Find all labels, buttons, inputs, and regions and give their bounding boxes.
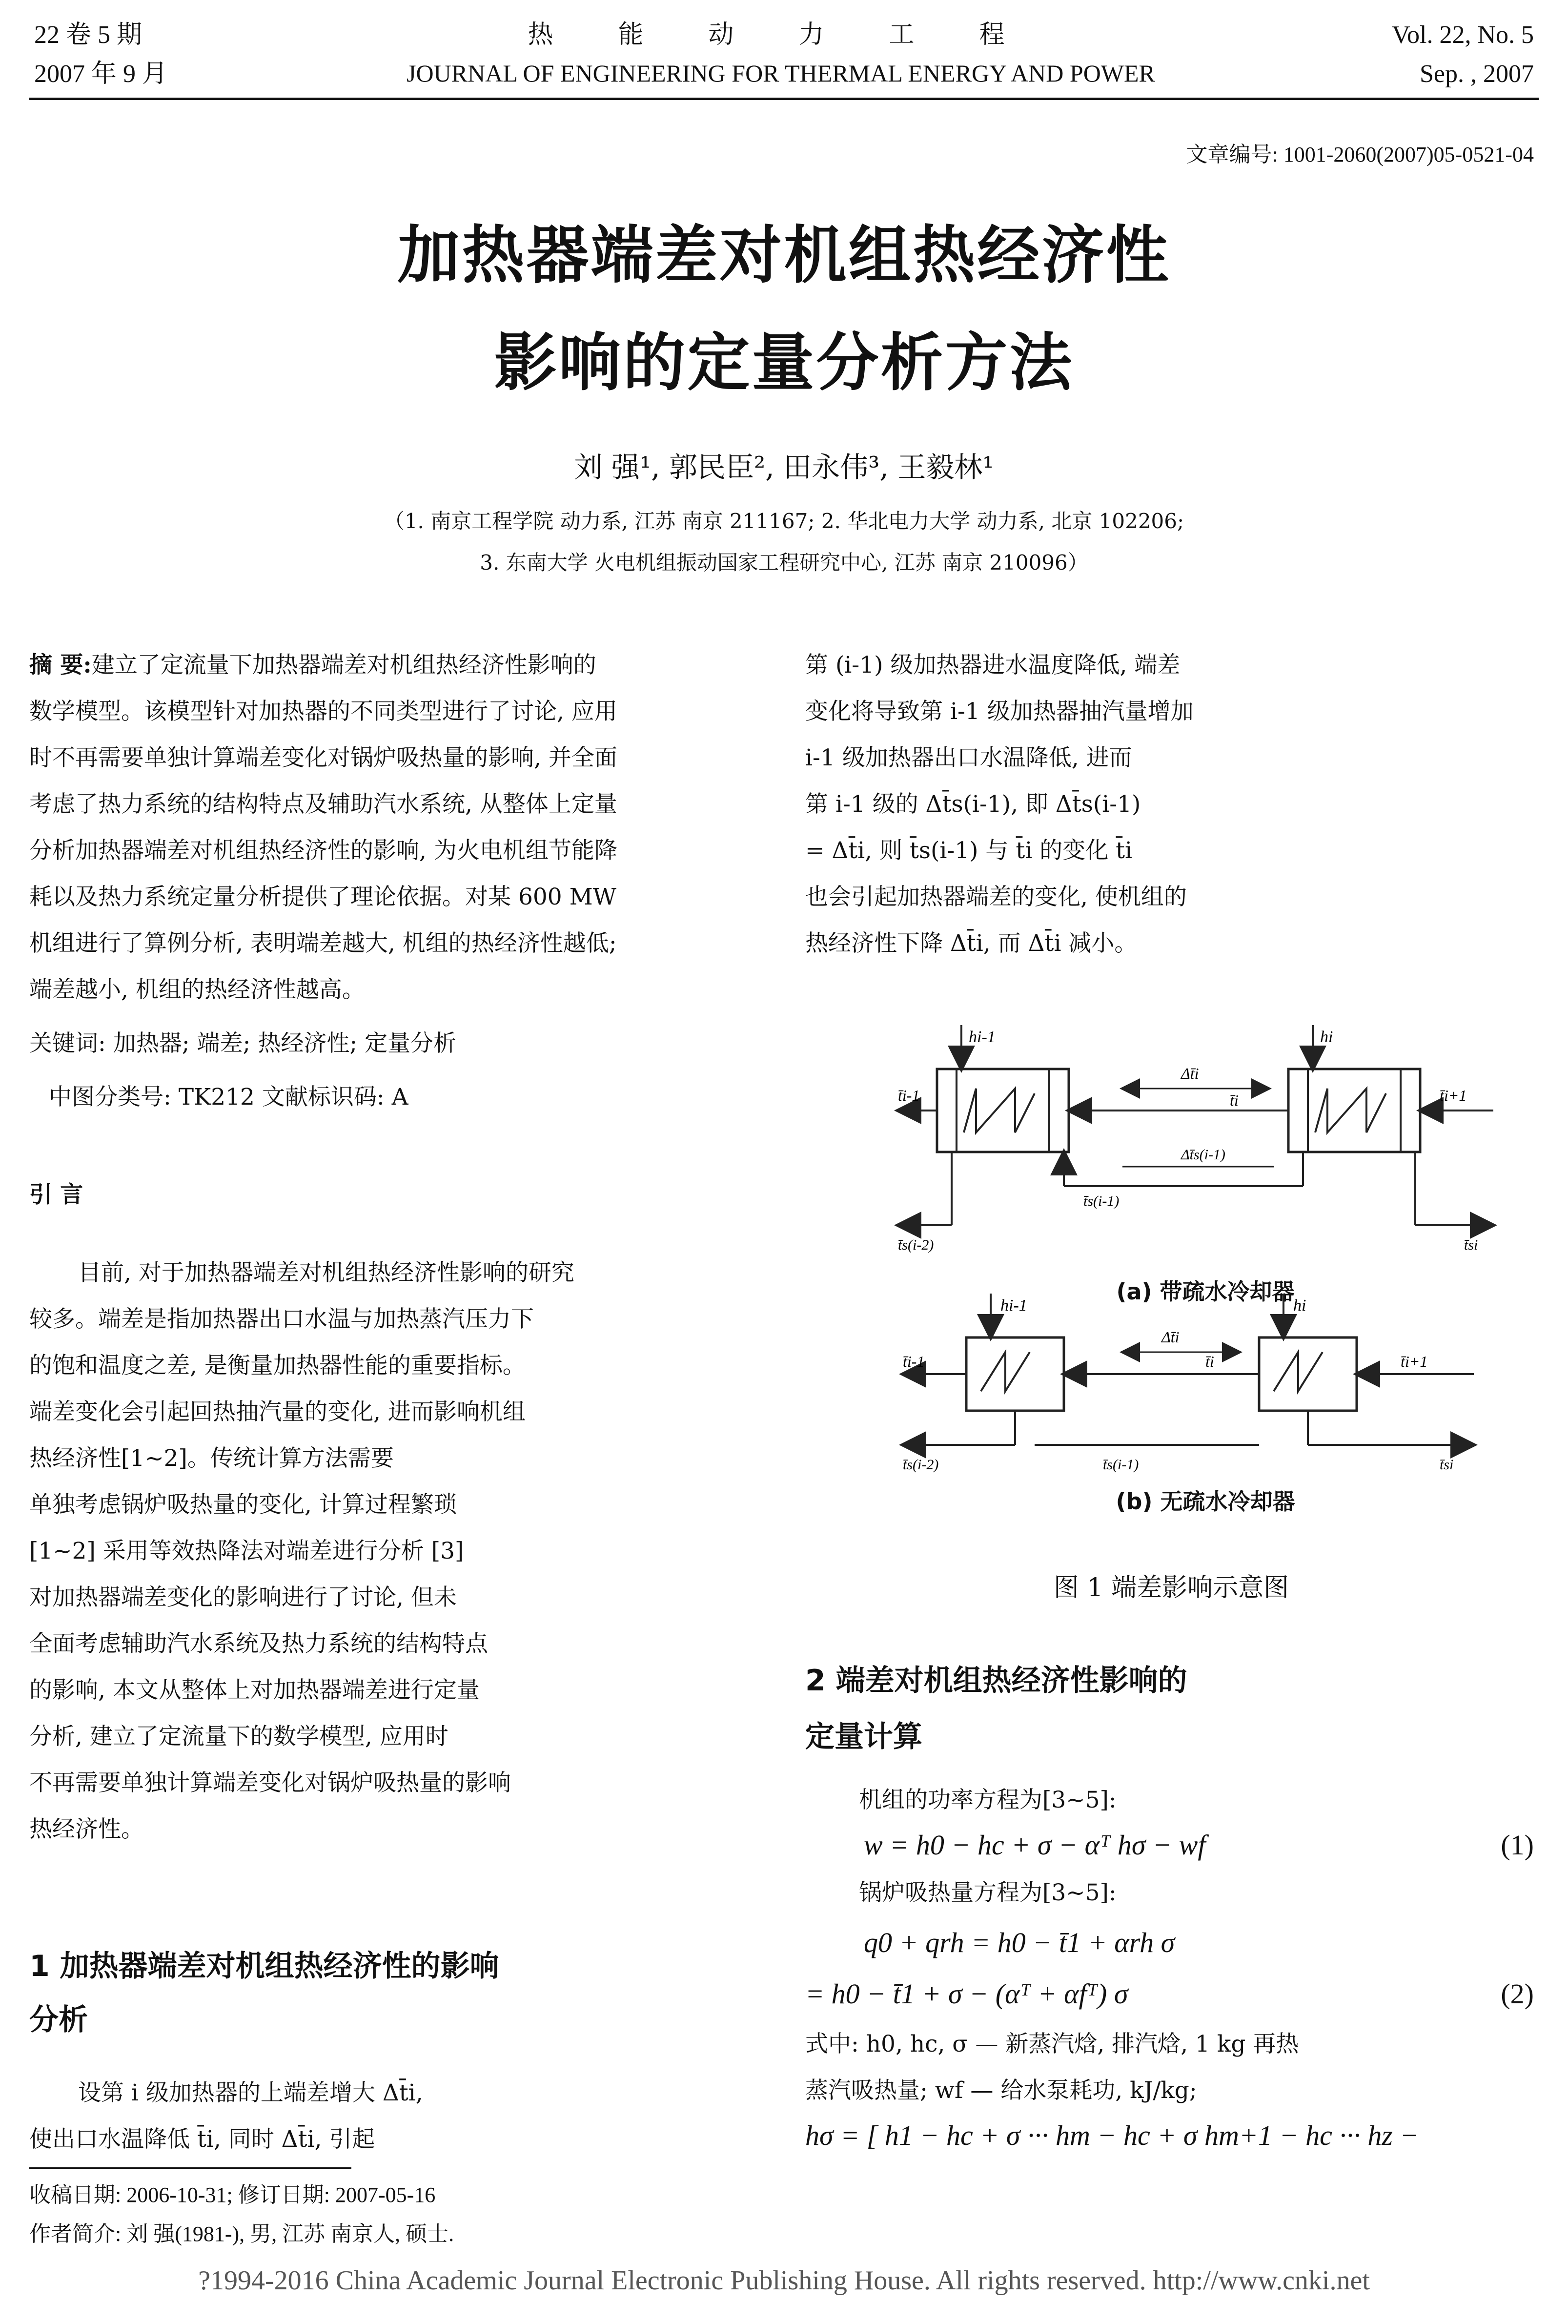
right-col-text xyxy=(805,642,1537,967)
keywords: 关键词: 加热器; 端差; 热经济性; 定量分析 xyxy=(29,1030,457,1057)
label-tsi-b: t̄si xyxy=(1440,1457,1454,1473)
var-line: 蒸汽吸热量; wf — 给水泵耗功, kJ/kg; xyxy=(805,2077,1197,2104)
intro-line: [1~2] 采用等效热降法对端差进行分析 [3] xyxy=(29,1538,464,1564)
equation-2-number: (2) xyxy=(1501,1978,1534,2010)
intro-text xyxy=(29,1250,742,1852)
var-line: 式中: h0, hc, σ — 新蒸汽焓, 排汽焓, 1 kg 再热 xyxy=(805,2031,1299,2057)
journal-name-cn: 热 能 动 力 工 程 xyxy=(528,21,1034,49)
var-line: hσ = [ h1 − hc + σ ··· hm − hc + σ hm+1 − hc ··· hz − xyxy=(805,2119,1419,2151)
section1-heading: 1 加热器端差对机组热经济性的影响 xyxy=(29,1949,499,1983)
journal-issue-cn: 22 卷 5 期 xyxy=(34,21,143,49)
equation-2-line2: = h0 − t̄1 + σ − (αᵀ + αfᵀ) σ xyxy=(805,1978,1128,2010)
intro-line: 的影响, 本文从整体上对加热器端差进行定量 xyxy=(29,1677,480,1704)
right-line: i-1 级加热器出口水温降低, 进而 xyxy=(805,744,1132,771)
abstract-line: 时不再需要单独计算端差变化对锅炉吸热量的影响, 并全面 xyxy=(29,744,617,771)
intro-line: 热经济性[1~2]。传统计算方法需要 xyxy=(29,1445,394,1472)
section2-intro: 机组的功率方程为[3~5]: xyxy=(859,1787,1117,1813)
label-h-i: hi xyxy=(1320,1028,1333,1046)
label-ts-i2: t̄s(i-2) xyxy=(898,1237,934,1253)
right-line: 也会引起加热器端差的变化, 使机组的 xyxy=(805,884,1187,910)
affiliation-line2: 3. 东南大学 火电机组振动国家工程研究中心, 江苏 南京 210096） xyxy=(480,551,1088,575)
intro-line: 单独考虑锅炉吸热量的变化, 计算过程繁琐 xyxy=(29,1491,457,1518)
right-line: 第 (i-1) 级加热器进水温度降低, 端差 xyxy=(805,652,1181,679)
eq2-intro: 锅炉吸热量方程为[3~5]: xyxy=(859,1879,1117,1906)
intro-line: 较多。端差是指加热器出口水温与加热蒸汽压力下 xyxy=(29,1306,534,1333)
abstract-line: 端差越小, 机组的热经济性越高。 xyxy=(29,976,365,1003)
label-dt-i: Δt̄i xyxy=(1181,1065,1199,1082)
figure-1a-caption: (a) 带疏水冷却器 xyxy=(1116,1278,1295,1305)
intro-line: 分析, 建立了定流量下的数学模型, 应用时 xyxy=(29,1723,448,1750)
section1-line: 设第 i 级加热器的上端差增大 Δt̄i, xyxy=(78,2079,423,2106)
copyright-footer: ?1994-2016 China Academic Journal Electronic Publishing House. All rights reserved. http://www.cnki.net xyxy=(198,2265,1370,2296)
figure-1a-diagram xyxy=(888,1020,1523,1264)
abstract-line: 分析加热器端差对机组热经济性的影响, 为火电机组节能降 xyxy=(29,837,617,864)
journal-date-cn: 2007 年 9 月 xyxy=(34,60,168,88)
label-h-prev: hi-1 xyxy=(969,1028,996,1046)
right-line: 变化将导致第 i-1 级加热器抽汽量增加 xyxy=(805,698,1194,725)
label-t-i-b: t̄i xyxy=(1205,1353,1214,1370)
footnote-author: 作者简介: 刘 强(1981-), 男, 江苏 南京人, 硕士. xyxy=(29,2222,454,2246)
label-h-prev-b: hi-1 xyxy=(1000,1296,1027,1315)
label-h-i-b: hi xyxy=(1293,1296,1306,1315)
abstract-line: 建立了定流量下加热器端差对机组热经济性影响的 xyxy=(91,652,596,679)
classification: 中图分类号: TK212 文献标识码: A xyxy=(49,1084,408,1111)
label-t-prev: t̄i-1 xyxy=(898,1087,920,1104)
paper-title-line2: 影响的定量分析方法 xyxy=(494,327,1074,399)
label-t-next-b: t̄i+1 xyxy=(1401,1353,1428,1370)
label-t-next: t̄i+1 xyxy=(1440,1087,1467,1104)
intro-line: 对加热器端差变化的影响进行了讨论, 但未 xyxy=(29,1584,457,1611)
journal-name-en: JOURNAL OF ENGINEERING FOR THERMAL ENERGY AND POWER xyxy=(407,60,1155,87)
equation-1-number: (1) xyxy=(1501,1829,1534,1861)
section1-heading-cont: 分析 xyxy=(29,2003,88,2037)
journal-date-en: Sep. , 2007 xyxy=(1420,60,1534,88)
label-dts: Δt̄s(i-1) xyxy=(1181,1147,1225,1163)
abstract-line: 考虑了热力系统的结构特点及辅助汽水系统, 从整体上定量 xyxy=(29,791,617,818)
section-intro-heading: 引 言 xyxy=(29,1181,83,1208)
header-rule xyxy=(29,98,1539,100)
abstract-label: 摘 要: xyxy=(29,652,92,679)
abstract-line: 耗以及热力系统定量分析提供了理论依据。对某 600 MW xyxy=(29,884,617,910)
label-ts-i2-b: t̄s(i-2) xyxy=(903,1457,939,1473)
article-id: 文章编号: 1001-2060(2007)05-0521-04 xyxy=(1186,143,1534,166)
figure-1b-caption: (b) 无疏水冷却器 xyxy=(1116,1488,1295,1515)
intro-line: 全面考虑辅助汽水系统及热力系统的结构特点 xyxy=(29,1630,488,1657)
label-ts-i1: t̄s(i-1) xyxy=(1083,1193,1120,1209)
figure-1-title: 图 1 端差影响示意图 xyxy=(1053,1573,1289,1603)
equation-2-line1: q0 + qrh = h0 − t̄1 + αrh σ xyxy=(864,1927,1175,1958)
intro-line: 目前, 对于加热器端差对机组热经济性影响的研究 xyxy=(78,1259,574,1286)
label-tsi: t̄si xyxy=(1464,1237,1478,1253)
authors: 刘 强¹, 郭民臣², 田永伟³, 王毅林¹ xyxy=(574,451,994,484)
label-t-prev-b: t̄i-1 xyxy=(903,1353,925,1370)
label-ts-i1-b: t̄s(i-1) xyxy=(1103,1457,1139,1473)
right-line: 热经济性下降 Δt̄i, 而 Δt̄i 减小。 xyxy=(805,930,1138,957)
section1-line: 使出口水温降低 t̄i, 同时 Δt̄i, 引起 xyxy=(29,2126,375,2153)
right-line: = Δt̄i, 则 t̄s(i-1) 与 t̄i 的变化 t̄i xyxy=(805,837,1133,864)
label-dt-i-b: Δt̄i xyxy=(1161,1328,1180,1346)
intro-line: 的饱和温度之差, 是衡量加热器性能的重要指标。 xyxy=(29,1352,526,1379)
intro-line: 不再需要单独计算端差变化对锅炉吸热量的影响 xyxy=(29,1769,511,1796)
label-t-i: t̄i xyxy=(1230,1091,1239,1109)
footnote-dates: 收稿日期: 2006-10-31; 修订日期: 2007-05-16 xyxy=(29,2183,436,2207)
journal-volume: Vol. 22, No. 5 xyxy=(1392,21,1534,49)
abstract-line: 机组进行了算例分析, 表明端差越大, 机组的热经济性越低; xyxy=(29,930,617,957)
intro-line: 热经济性。 xyxy=(29,1816,144,1843)
section2-heading: 2 端差对机组热经济性影响的 xyxy=(805,1664,1187,1698)
intro-line: 端差变化会引起回热抽汽量的变化, 进而影响机组 xyxy=(29,1399,526,1425)
section1-text xyxy=(29,2070,742,2162)
right-line: 第 i-1 级的 Δt̄s(i-1), 即 Δt̄s(i-1) xyxy=(805,791,1141,818)
footnote-rule xyxy=(29,2167,351,2169)
affiliation-line1: （1. 南京工程学院 动力系, 江苏 南京 211167; 2. 华北电力大学 动力系, 北京 102206; xyxy=(384,509,1184,533)
abstract-line: 数学模型。该模型针对加热器的不同类型进行了讨论, 应用 xyxy=(29,698,617,725)
variable-definitions xyxy=(805,2021,1537,2158)
equation-1: w = h0 − hc + σ − αᵀ hσ − wf xyxy=(864,1829,1206,1861)
abstract xyxy=(29,642,742,1013)
paper-title-line1: 加热器端差对机组热经济性 xyxy=(397,219,1171,292)
figure-1b-diagram xyxy=(888,1279,1523,1503)
section2-heading-cont: 定量计算 xyxy=(805,1720,922,1754)
